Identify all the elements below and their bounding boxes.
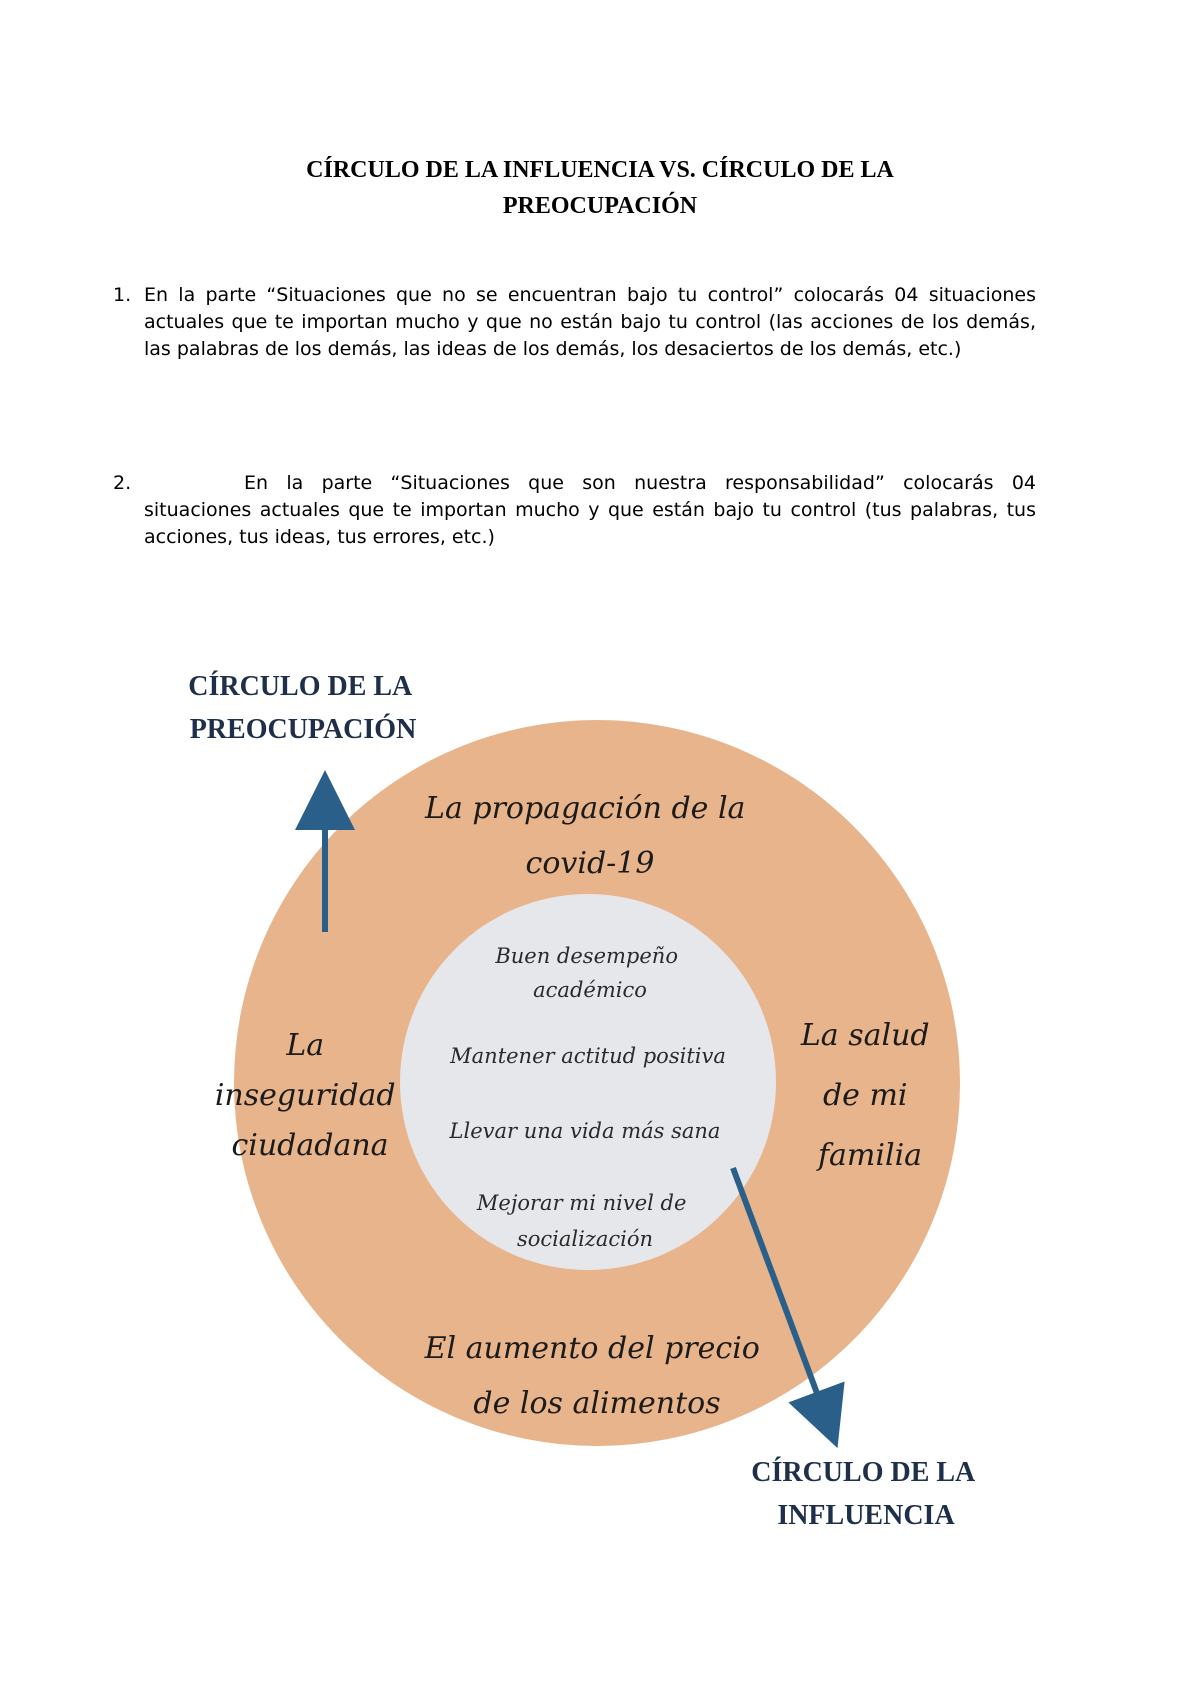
outer-item-top: La propagación de la covid-19: [425, 791, 746, 881]
instruction-number: 1.: [113, 284, 132, 306]
outer-item-bottom: El aumento del precio de los alimentos: [424, 1331, 760, 1421]
inner-item-2: Mantener actitud positiva: [450, 1044, 726, 1068]
instruction-number: 2.: [113, 472, 132, 494]
instruction-text: En la parte “Situaciones que son nuestra responsabilidad” colocarás 04 situaciones actuales que te importan mucho y que están bajo tu control (tus palabras, tus acciones, tus ideas, tus errores, etc.): [144, 472, 1036, 548]
concern-heading-line1: CÍRCULO DE LA: [188, 671, 411, 702]
influence-heading-line2: INFLUENCIA: [777, 1500, 955, 1531]
page-title-line2: PREOCUPACIÓN: [502, 193, 698, 219]
outer-item-right: La salud de mi familia: [800, 1018, 930, 1173]
inner-item-1: Buen desempeño académico: [495, 944, 678, 1002]
inner-item-4: Mejorar mi nivel de socialización: [476, 1191, 687, 1251]
inner-item-3: Llevar una vida más sana: [449, 1119, 721, 1143]
concern-heading-line2: PREOCUPACIÓN: [189, 714, 417, 745]
page-title-line1: CÍRCULO DE LA INFLUENCIA VS. CÍRCULO DE LA: [306, 157, 894, 183]
influence-heading: [751, 1457, 980, 1531]
concern-heading: [188, 671, 417, 745]
influence-heading-line1: CÍRCULO DE LA: [751, 1457, 974, 1488]
instruction-text: En la parte “Situaciones que no se encuentran bajo tu control” colocarás 04 situaciones actuales que te importan mucho y que no están bajo tu control (las acciones de los demás, las palabras de los demás, las ideas de los demás, los desaciertos de los demás, etc.): [144, 284, 1036, 360]
outer-item-left: La inseguridad ciudadana: [214, 1028, 396, 1163]
